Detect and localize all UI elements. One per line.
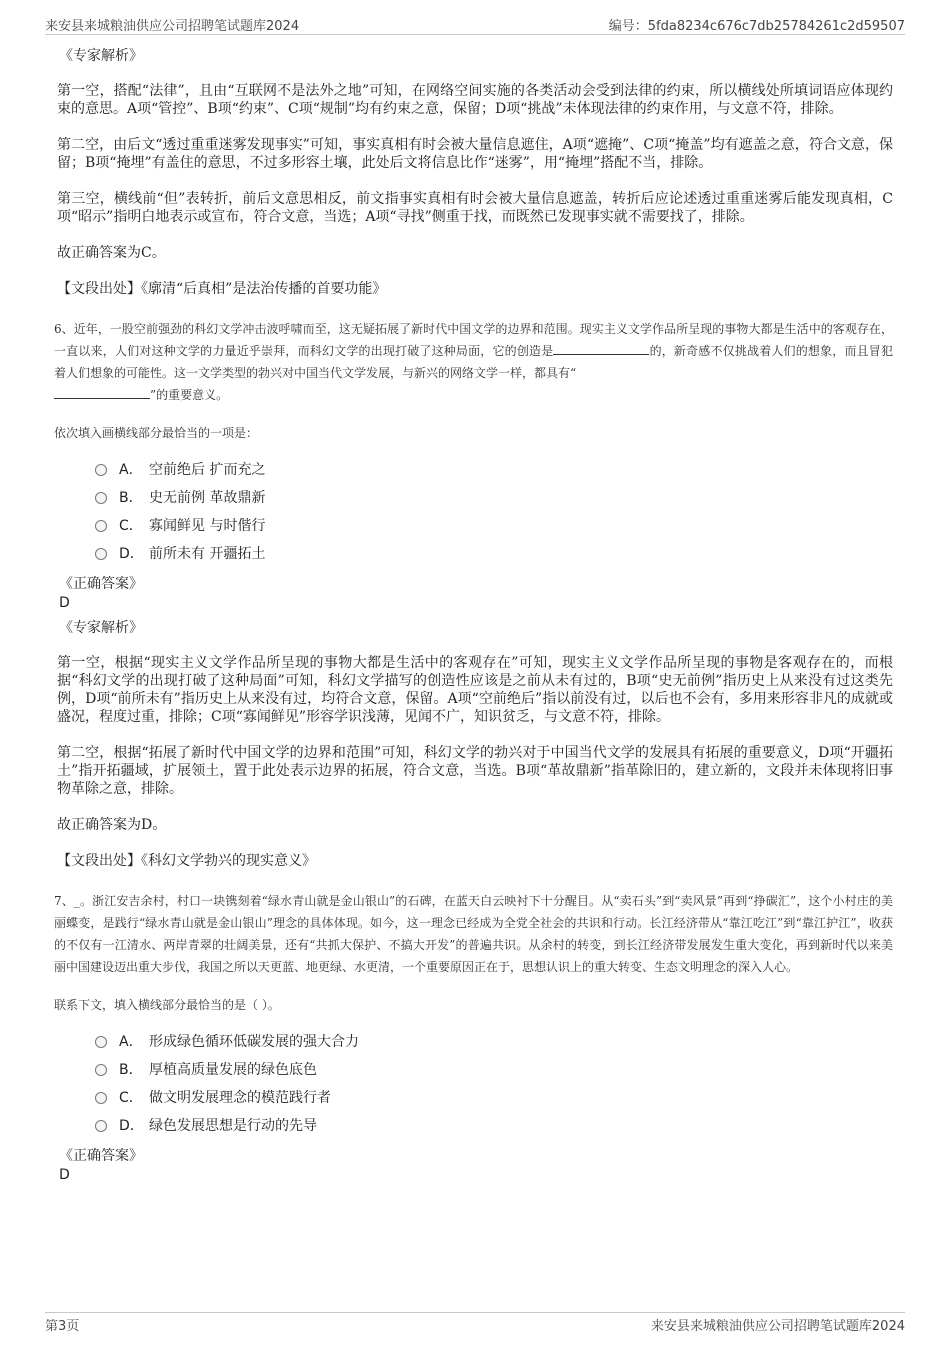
option-letter: B． bbox=[119, 1062, 143, 1078]
option-text: 寡闻鲜见 与时偕行 bbox=[149, 518, 266, 534]
option-text: 形成绿色循环低碳发展的强大合力 bbox=[149, 1034, 359, 1050]
option-letter: A． bbox=[119, 462, 143, 478]
q6-option-b[interactable] bbox=[95, 484, 893, 512]
header-title: 来安县来城粮油供应公司招聘笔试题库2024 bbox=[45, 19, 300, 34]
q6-stem-part-c: ”的重要意义。 bbox=[150, 388, 229, 402]
q6-source: 【文段出处】《科幻文学勃兴的现实意义》 bbox=[57, 853, 316, 869]
q6-analysis-paragraph-1: 第一空，根据“现实主义文学作品所呈现的事物大都是生活中的客观存在”可知，现实主义文学作品所呈现的事物是客观存在的，而根据“科幻文学的出现打破了这种局面”可知，科幻文学描写的创造性应该是之前从未有过的，B项“史无前例”指历史上从来没有过这类先例，D项“前所未有”指历史上从来没有过，均符合文意，保留。A项“空前绝后”指以前没有过，以后也不会有，多用来形容非凡的成就或盛况，程度过重，排除；C项“寡闻鲜见”形容学识浅薄，见闻不广，知识贫乏，与文意不符，排除。 bbox=[57, 655, 893, 725]
option-letter: D． bbox=[119, 546, 144, 562]
q7-option-b[interactable] bbox=[95, 1056, 893, 1084]
q6-instruction: 依次填入画横线部分最恰当的一项是： bbox=[54, 426, 259, 440]
q7-answer: D bbox=[59, 1167, 70, 1183]
q5-answer-statement: 故正确答案为C。 bbox=[57, 245, 166, 261]
q7-answer-label: 《正确答案》 bbox=[59, 1148, 143, 1164]
q6-options bbox=[95, 456, 893, 568]
option-text: 前所未有 开疆拓土 bbox=[149, 546, 266, 562]
q6-answer: D bbox=[59, 595, 70, 611]
q6-blank-1 bbox=[553, 342, 649, 355]
q6-stem-part-a: 6、近年，一股空前强劲的科幻文学冲击波呼啸而至，这无疑拓展了新时代中国文学的边界和范围。现实主义文学作品所呈现的事物大都是生活中的客观存在，一直以来，人们对这种文学的力量近乎崇拜，而科幻文学的出现打破了这种局面，它的创造是 bbox=[54, 322, 893, 358]
option-text: 做文明发展理念的模范践行者 bbox=[149, 1090, 331, 1106]
q5-analysis-paragraph-1: 第一空，搭配“法律”，且由“互联网不是法外之地”可知，在网络空间实施的各类活动会受到法律的约束，所以横线处所填词语应体现约束的意思。A项“管控”、B项“约束”、C项“规制”均有约束之意，保留；D项“挑战”未体现法律的约束作用，与文意不符，排除。 bbox=[57, 83, 893, 117]
page-header bbox=[45, 12, 905, 35]
q7-option-d[interactable] bbox=[95, 1112, 893, 1140]
option-text: 厚植高质量发展的绿色底色 bbox=[149, 1062, 317, 1078]
page-content bbox=[54, 40, 893, 1184]
radio-icon[interactable] bbox=[95, 464, 107, 476]
q6-stem-part-b: 的，新奇感不仅挑战着人们的想象，而且冒犯着人们想象的可能性。这一文学类型的勃兴对中国当代文学发展，与新兴的网络文学一样，都具有“ bbox=[54, 344, 893, 380]
radio-icon[interactable] bbox=[95, 520, 107, 532]
q5-analysis-label: 《专家解析》 bbox=[59, 48, 143, 64]
q5-source: 【文段出处】《廓清“后真相”是法治传播的首要功能》 bbox=[57, 281, 387, 297]
radio-icon[interactable] bbox=[95, 1120, 107, 1132]
q7-stem: 7、_。浙江安吉余村，村口一块镌刻着“绿水青山就是金山银山”的石碑，在蓝天白云映衬下十分醒目。从“卖石头”到“卖风景”再到“挣碳汇”，这个小村庄的美丽蝶变，是践行“绿水青山就是金山银山”理念的具体体现。如今，这一理念已经成为全党全社会的共识和行动。长江经济带从“靠江吃江”到“靠江护江”，收获的不仅有一江清水、两岸青翠的壮阔美景，还有“共抓大保护、不搞大开发”的普遍共识。从余村的转变，到长江经济带发展发生重大变化，再到新时代以来美丽中国建设迈出重大步伐，我国之所以天更蓝、地更绿、水更清，一个重要原因正在于，思想认识上的重大转变、生态文明理念的深入人心。 bbox=[54, 894, 893, 974]
q7-instruction: 联系下文，填入横线部分最恰当的是（ ）。 bbox=[54, 998, 280, 1012]
q6-analysis-paragraph-2: 第二空，根据“拓展了新时代中国文学的边界和范围”可知，科幻文学的勃兴对于中国当代文学的发展具有拓展的重要意义，D项“开疆拓土”指开拓疆域，扩展领土，置于此处表示边界的拓展，符合文意，当选。B项“革故鼎新”指革除旧的，建立新的，文段并未体现将旧事物革除之意，排除。 bbox=[57, 745, 893, 797]
q6-option-a[interactable] bbox=[95, 456, 893, 484]
q7-option-a[interactable] bbox=[95, 1028, 893, 1056]
footer-page-number: 第3页 bbox=[45, 1319, 80, 1334]
option-letter: B． bbox=[119, 490, 143, 506]
option-text: 绿色发展思想是行动的先导 bbox=[149, 1118, 317, 1134]
q7-option-c[interactable] bbox=[95, 1084, 893, 1112]
q6-stem bbox=[54, 318, 893, 406]
q6-option-c[interactable] bbox=[95, 512, 893, 540]
radio-icon[interactable] bbox=[95, 548, 107, 560]
option-text: 空前绝后 扩而充之 bbox=[149, 462, 266, 478]
q6-blank-2 bbox=[54, 386, 150, 399]
q7-options bbox=[95, 1028, 893, 1140]
radio-icon[interactable] bbox=[95, 1064, 107, 1076]
q6-analysis-label: 《专家解析》 bbox=[59, 620, 143, 636]
radio-icon[interactable] bbox=[95, 1036, 107, 1048]
option-letter: A． bbox=[119, 1034, 143, 1050]
footer-title: 来安县来城粮油供应公司招聘笔试题库2024 bbox=[650, 1319, 905, 1334]
option-text: 史无前例 革故鼎新 bbox=[149, 490, 266, 506]
q5-analysis-paragraph-2: 第二空，由后文“透过重重迷雾发现事实”可知，事实真相有时会被大量信息遮住，A项“遮掩”、C项“掩盖”均有遮盖之意，符合文意，保留；B项“掩埋”有盖住的意思，不过多形容土壤，此处后文将信息比作“迷雾”，用“掩埋”搭配不当，排除。 bbox=[57, 137, 893, 171]
header-code: 编号：5fda8234c676c7db25784261c2d59507 bbox=[608, 19, 905, 34]
q6-answer-label: 《正确答案》 bbox=[59, 576, 143, 592]
radio-icon[interactable] bbox=[95, 492, 107, 504]
q6-answer-statement: 故正确答案为D。 bbox=[57, 817, 167, 833]
option-letter: C． bbox=[119, 1090, 143, 1106]
radio-icon[interactable] bbox=[95, 1092, 107, 1104]
q5-analysis-paragraph-3: 第三空，横线前“但”表转折，前后文意思相反，前文指事实真相有时会被大量信息遮盖，转折后应论述透过重重迷雾后能发现真相，C项“昭示”指明白地表示或宣布，符合文意，当选；A项“寻找”侧重于找，而既然已发现事实就不需要找了，排除。 bbox=[57, 191, 893, 225]
q6-option-d[interactable] bbox=[95, 540, 893, 568]
page-footer bbox=[45, 1312, 905, 1333]
option-letter: C． bbox=[119, 518, 143, 534]
option-letter: D． bbox=[119, 1118, 144, 1134]
